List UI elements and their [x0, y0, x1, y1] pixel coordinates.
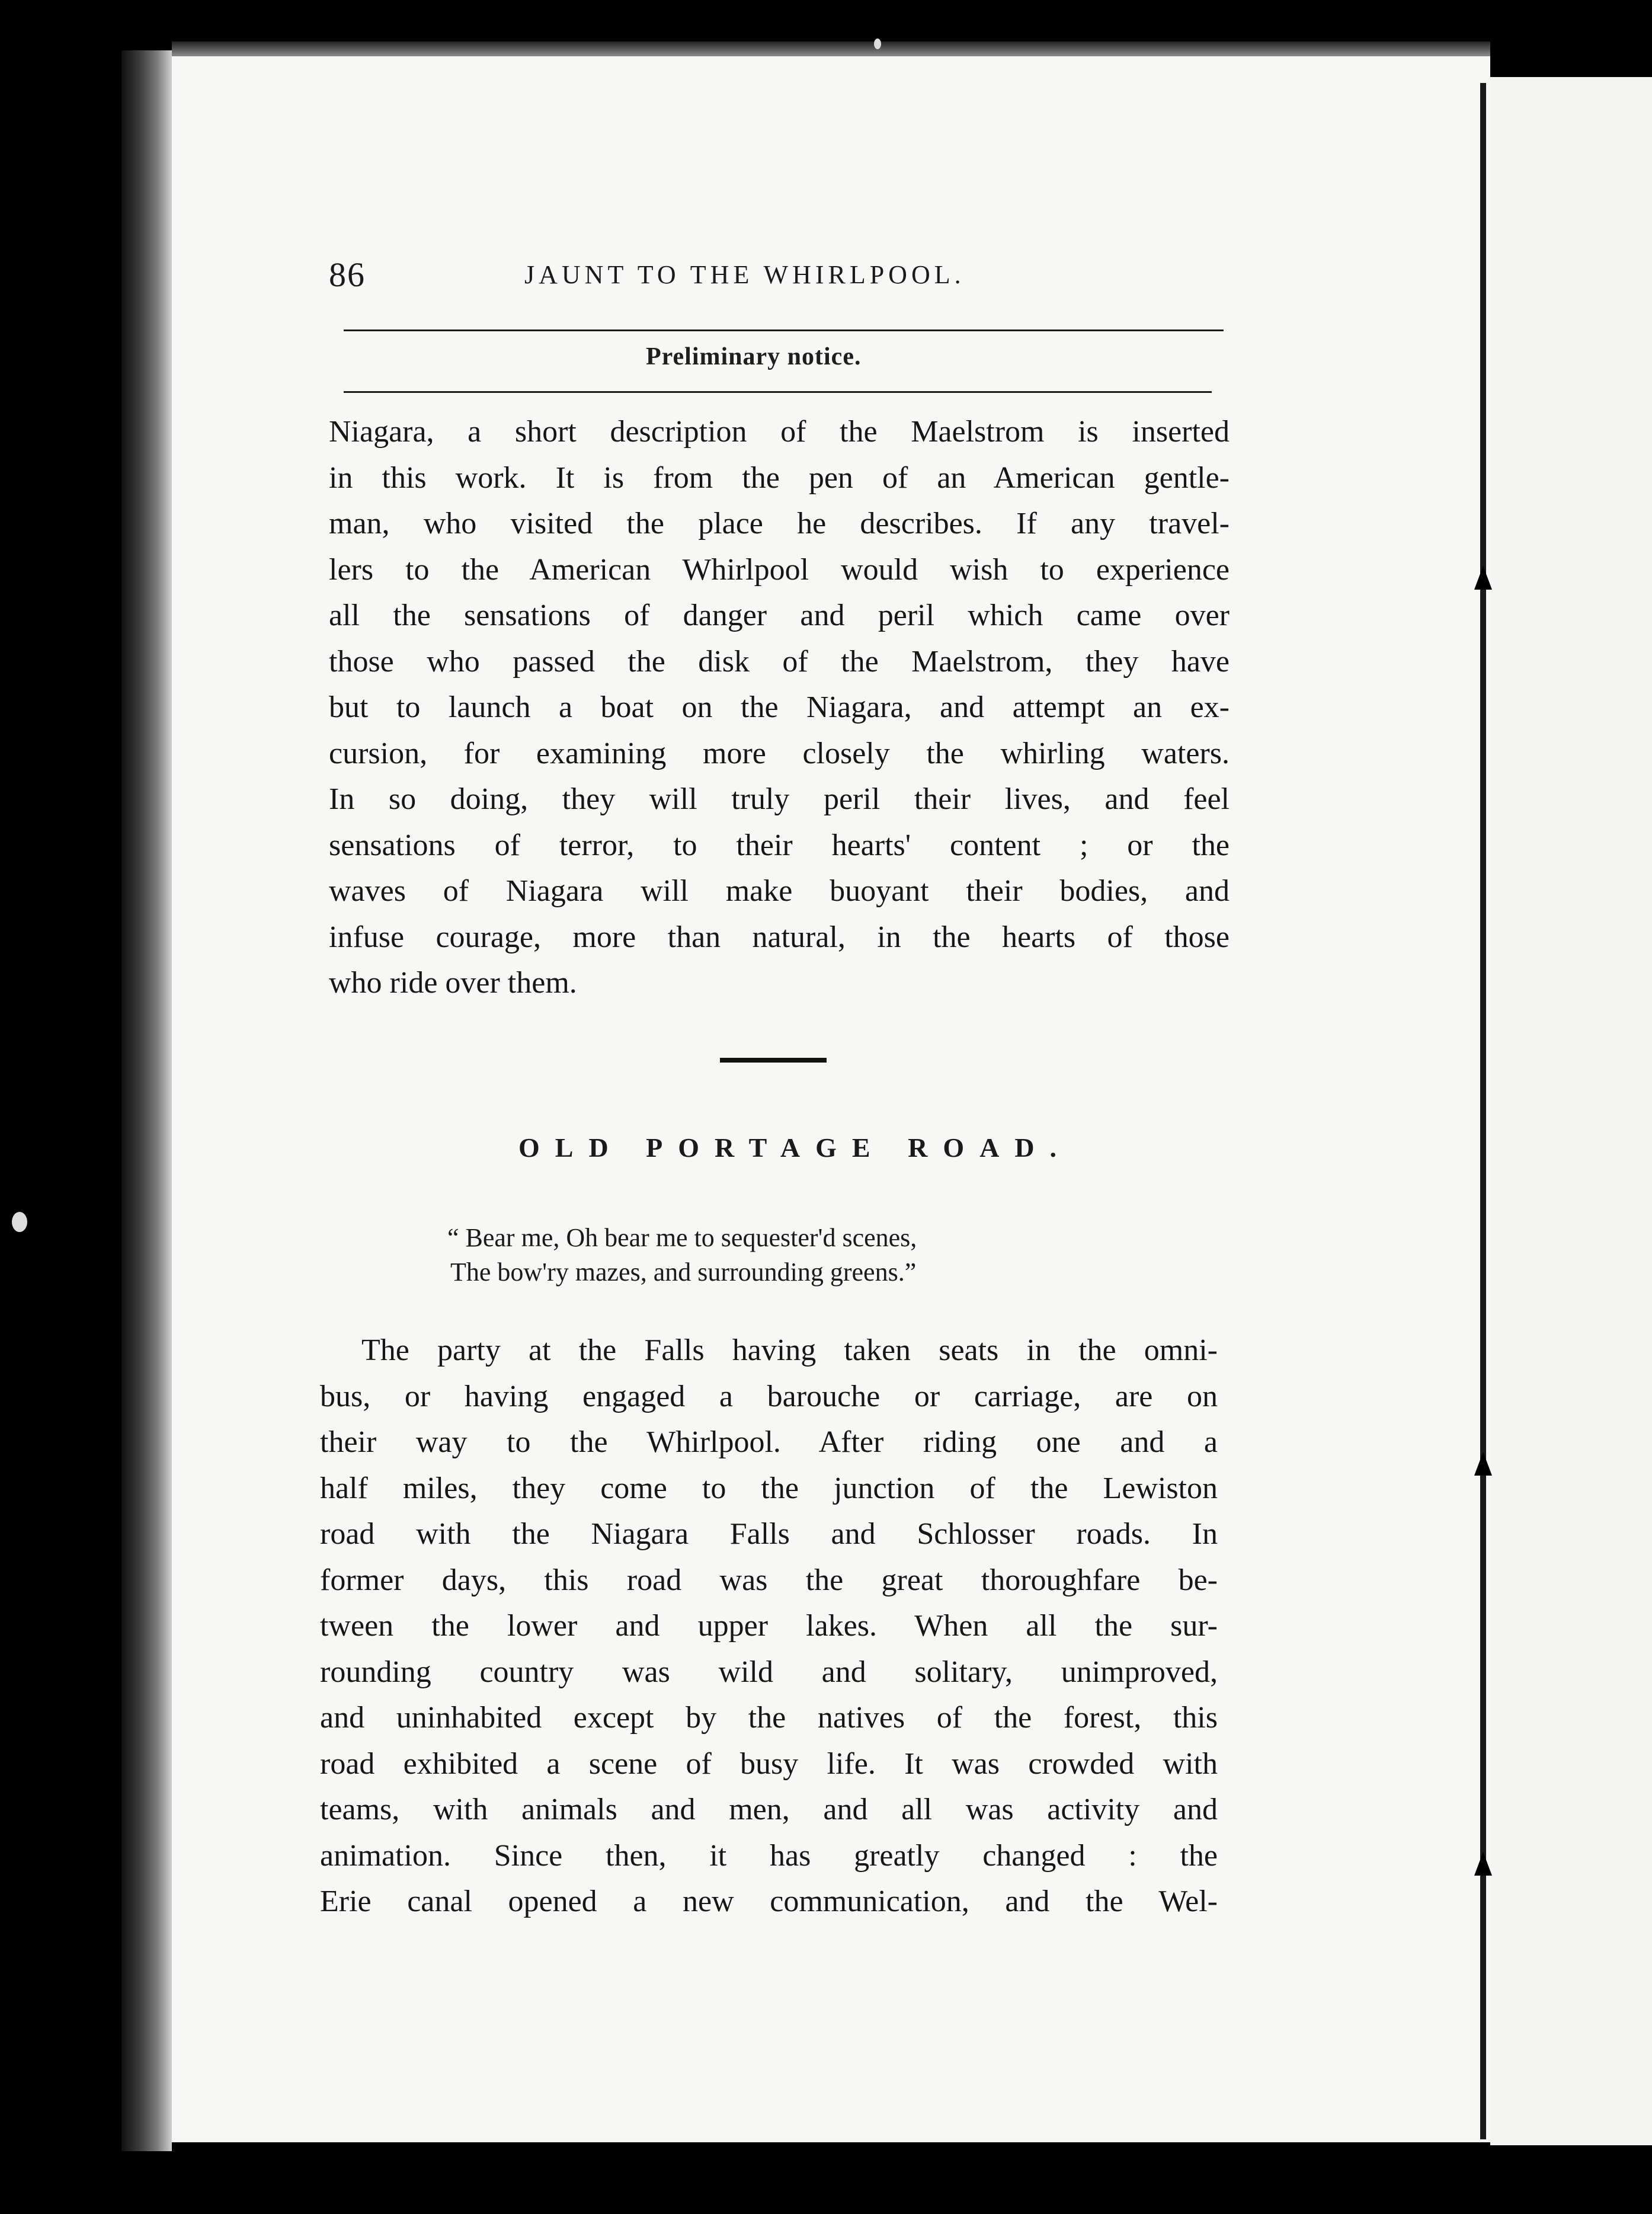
- text-line: teams, with animals and men, and all was activity and: [320, 1793, 1218, 1826]
- text-line: waves of Niagara will make buoyant their bodies, and: [329, 874, 1230, 908]
- text-line: Niagara, a short description of the Maelstrom is inserted: [329, 415, 1230, 449]
- text-line: road with the Niagara Falls and Schlosser roads. In: [320, 1517, 1218, 1551]
- section-divider: [720, 1058, 827, 1063]
- text-line: but to launch a boat on the Niagara, and attempt an ex-: [329, 690, 1230, 724]
- scan-speck: [12, 1212, 27, 1232]
- facing-page: [1490, 77, 1652, 2145]
- text-line: those who passed the disk of the Maelstrom, they have: [329, 644, 1230, 679]
- text-line: and uninhabited except by the natives of the forest, this: [320, 1701, 1218, 1735]
- text-line: Erie canal opened a new communication, and the Wel-: [320, 1885, 1218, 1918]
- paragraph-old-portage-road: [320, 1327, 1218, 1925]
- epigraph-line: The bow'ry mazes, and surrounding greens.”: [450, 1258, 917, 1287]
- text-line: in this work. It is from the pen of an American gentle-: [329, 460, 1230, 495]
- notice-rule: [344, 391, 1212, 393]
- running-title: JAUNT TO THE WHIRLPOOL.: [524, 260, 965, 289]
- text-line: their way to the Whirlpool. After riding one and a: [320, 1425, 1218, 1459]
- text-line: The party at the Falls having taken seats in the omni-: [361, 1333, 1218, 1367]
- text-line: bus, or having engaged a barouche or carriage, are on: [320, 1379, 1218, 1413]
- text-line: lers to the American Whirlpool would wish to experience: [329, 552, 1230, 587]
- text-line: In so doing, they will truly peril their lives, and feel: [329, 782, 1230, 816]
- text-line: man, who visited the place he describes. If any travel-: [329, 507, 1230, 540]
- text-line: infuse courage, more than natural, in the hearts of those: [329, 920, 1230, 954]
- page-number: 86: [329, 255, 366, 294]
- book-spine-edge: [121, 50, 172, 2151]
- running-head: [329, 255, 1224, 302]
- scan-speck: [874, 39, 881, 49]
- text-line: road exhibited a scene of busy life. It was crowded with: [320, 1746, 1218, 1781]
- text-line: sensations of terror, to their hearts' content ; or the: [329, 828, 1230, 862]
- epigraph: [447, 1221, 917, 1290]
- section-title: OLD PORTAGE ROAD.: [518, 1132, 1072, 1163]
- text-line: half miles, they come to the junction of the Lewiston: [320, 1471, 1218, 1505]
- book-top-edge: [172, 41, 1490, 58]
- header-rule: [344, 329, 1224, 331]
- text-line: all the sensations of danger and peril which came over: [329, 599, 1230, 632]
- text-line: former days, this road was the great thoroughfare be-: [320, 1563, 1218, 1597]
- text-line: tween the lower and upper lakes. When all the sur-: [320, 1609, 1218, 1643]
- paragraph-preliminary: [329, 409, 1230, 1006]
- page-gutter: [1480, 83, 1486, 2139]
- notice-label: Preliminary notice.: [646, 343, 862, 370]
- text-line: animation. Since then, it has greatly changed : the: [320, 1838, 1218, 1873]
- epigraph-line: “ Bear me, Oh bear me to sequester'd scenes,: [447, 1223, 917, 1252]
- text-line: rounding country was wild and solitary, unimproved,: [320, 1655, 1218, 1689]
- text-line: who ride over them.: [329, 966, 577, 1000]
- text-line: cursion, for examining more closely the whirling waters.: [329, 736, 1230, 770]
